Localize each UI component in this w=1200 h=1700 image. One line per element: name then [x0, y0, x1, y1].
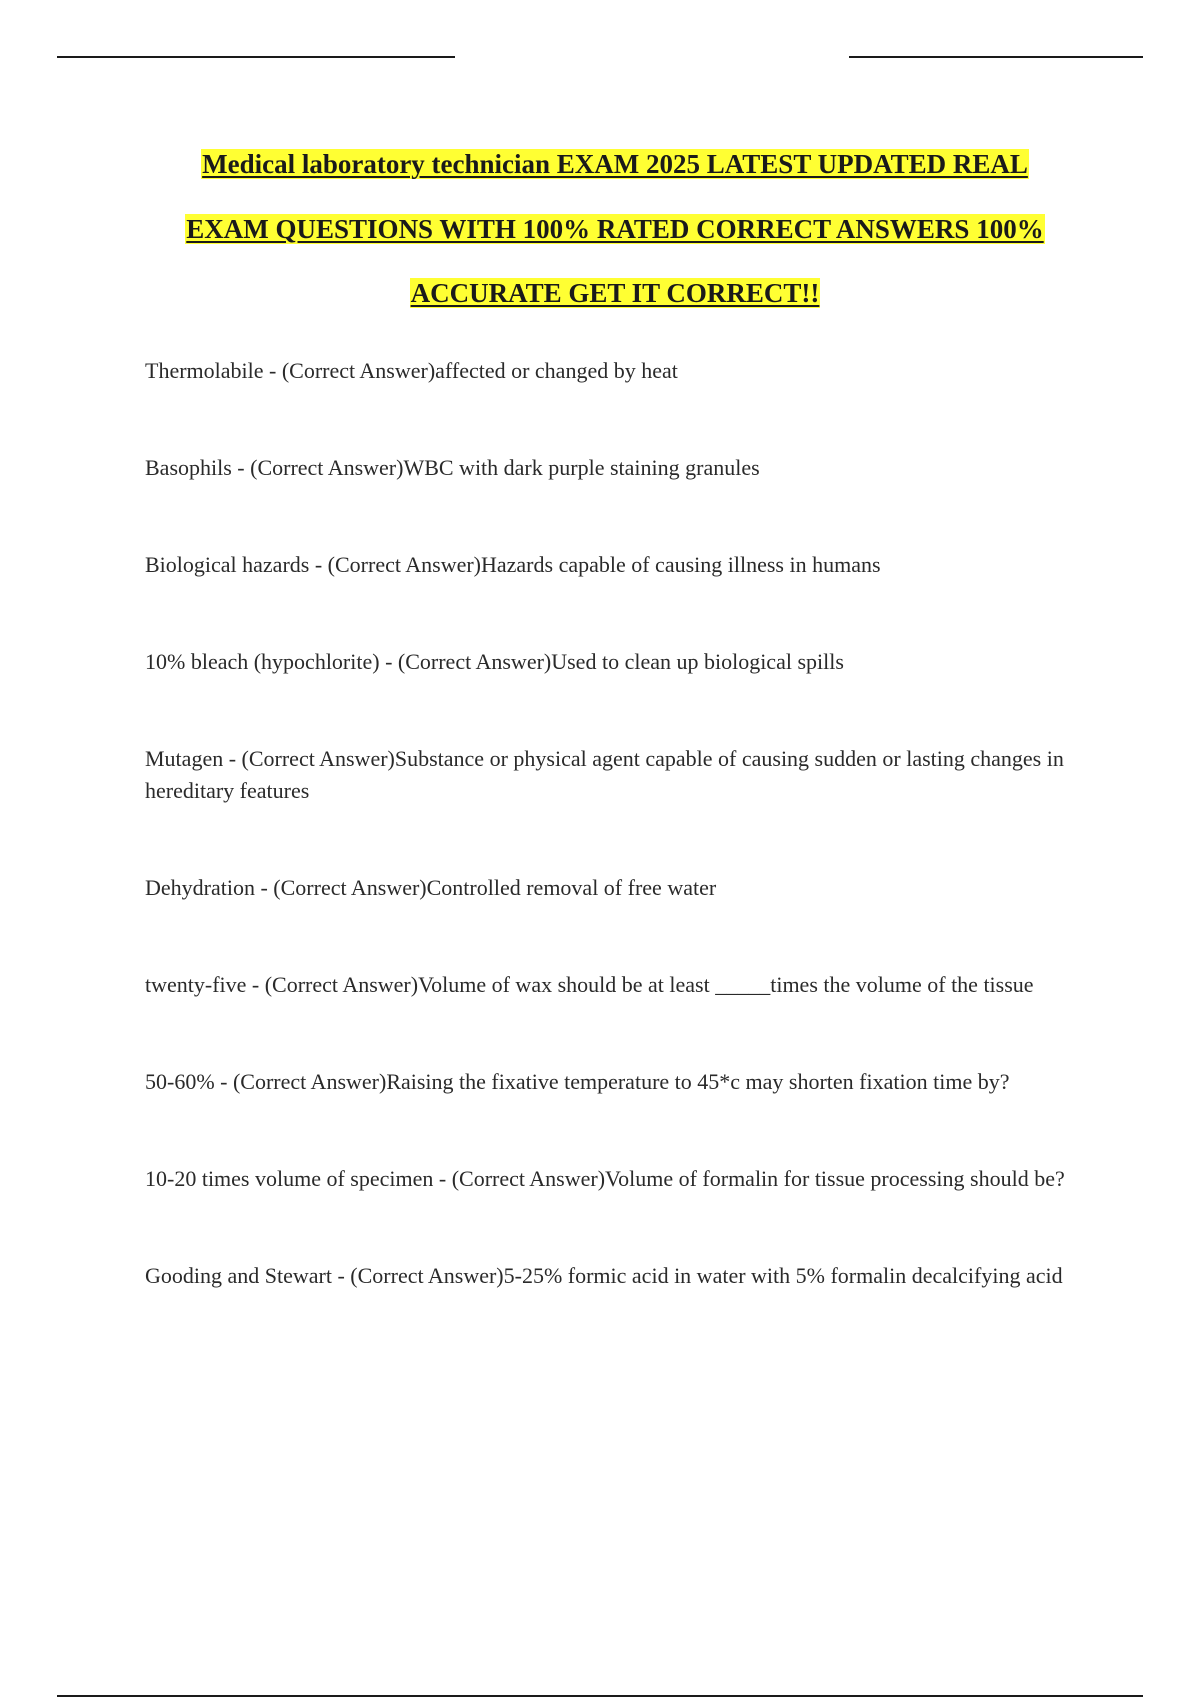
title-line-2 [100, 201, 1130, 266]
qa-item-fixative-temperature: 50-60% - (Correct Answer)Raising the fixative temperature to 45*c may shorten fixation time by? [145, 1069, 1010, 1094]
footer-rule [57, 1695, 1143, 1697]
title-line-3-text: ACCURATE GET IT CORRECT!! [410, 278, 820, 308]
qa-item-biological-hazards: Biological hazards - (Correct Answer)Hazards capable of causing illness in humans [145, 552, 881, 577]
header-rule-left [57, 56, 455, 58]
qa-item-bleach: 10% bleach (hypochlorite) - (Correct Answer)Used to clean up biological spills [145, 649, 844, 674]
document-title [100, 136, 1130, 330]
qa-item-mutagen: Mutagen - (Correct Answer)Substance or physical agent capable of causing sudden or lasting changes in hereditary features [145, 746, 1064, 803]
qa-item-thermolabile: Thermolabile - (Correct Answer)affected or changed by heat [145, 358, 678, 383]
qa-item-dehydration: Dehydration - (Correct Answer)Controlled removal of free water [145, 875, 717, 900]
qa-item-basophils: Basophils - (Correct Answer)WBC with dark purple staining granules [145, 455, 760, 480]
title-line-1-text: Medical laboratory technician EXAM 2025 LATEST UPDATED REAL [202, 149, 1028, 179]
qa-item-formalin-volume: 10-20 times volume of specimen - (Correct Answer)Volume of formalin for tissue processing should be? [145, 1166, 1065, 1191]
header-rule-right [849, 56, 1143, 58]
qa-item-wax-volume: twenty-five - (Correct Answer)Volume of wax should be at least _____times the volume of the tissue [145, 972, 1034, 997]
title-line-1 [100, 136, 1130, 201]
title-line-3 [100, 265, 1130, 330]
qa-list [145, 355, 1065, 1357]
qa-item-gooding-stewart: Gooding and Stewart - (Correct Answer)5-25% formic acid in water with 5% formalin decalcifying acid [145, 1263, 1063, 1288]
title-line-2-text: EXAM QUESTIONS WITH 100% RATED CORRECT ANSWERS 100% [186, 213, 1044, 244]
